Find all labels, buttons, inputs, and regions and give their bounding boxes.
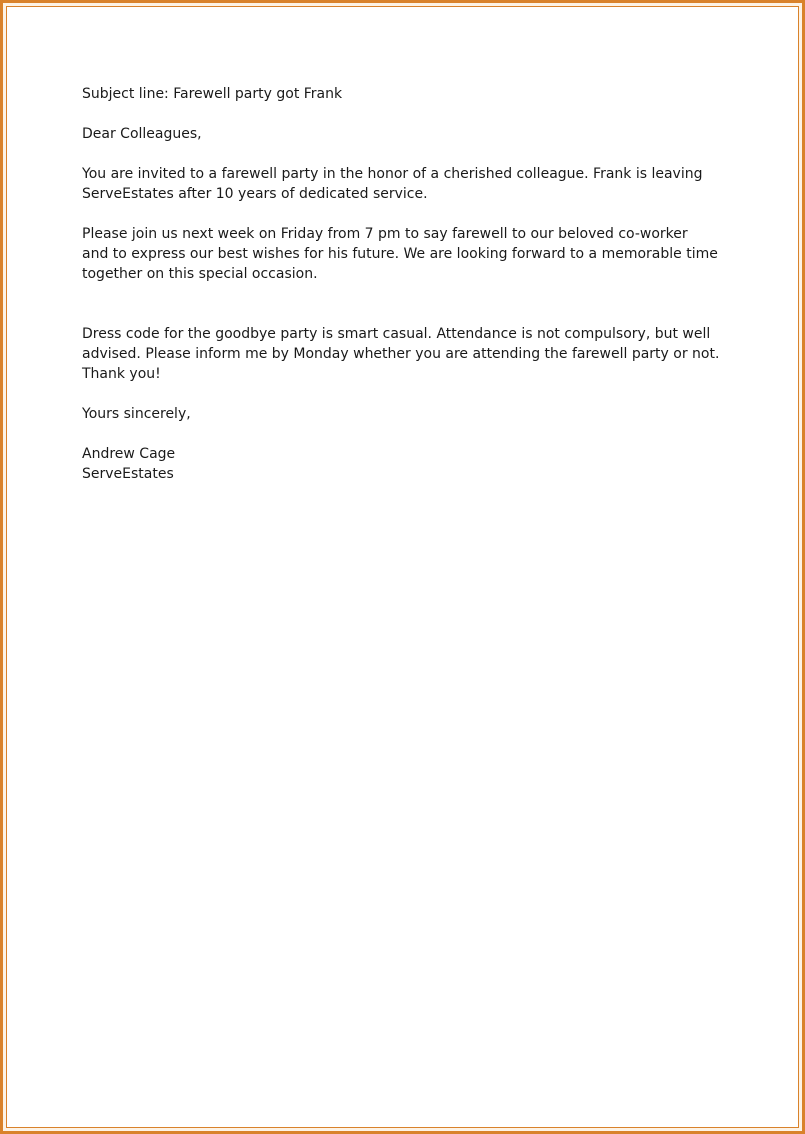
signature-block (82, 444, 732, 484)
closing-text: Yours sincerely, (82, 406, 191, 422)
signature-name: Andrew Cage (82, 446, 176, 462)
paragraph-line: Thank you! (82, 366, 161, 382)
subject-text: Subject line: Farewell party got Frank (82, 86, 343, 102)
closing (82, 404, 732, 424)
salutation (82, 124, 732, 144)
paragraph-line: Please join us next week on Friday from 7 pm to say farewell to our beloved co-worker (82, 226, 688, 242)
paragraph-line: advised. Please inform me by Monday whether you are attending the farewell party or not. (82, 346, 720, 362)
paragraph-line: You are invited to a farewell party in the honor of a cherished colleague. Frank is leaving (82, 166, 703, 182)
paragraph-line: Dress code for the goodbye party is smart casual. Attendance is not compulsory, but well (82, 326, 711, 342)
dress-code-paragraph (82, 324, 732, 384)
details-paragraph (82, 224, 732, 284)
paragraph-line: ServeEstates after 10 years of dedicated service. (82, 186, 428, 202)
paragraph-line: together on this special occasion. (82, 266, 318, 282)
salutation-text: Dear Colleagues, (82, 126, 202, 142)
signature-company: ServeEstates (82, 466, 174, 482)
subject-line (82, 84, 732, 104)
invitation-paragraph (82, 164, 732, 204)
letter-body (82, 84, 732, 504)
paragraph-line: and to express our best wishes for his future. We are looking forward to a memorable time (82, 246, 718, 262)
